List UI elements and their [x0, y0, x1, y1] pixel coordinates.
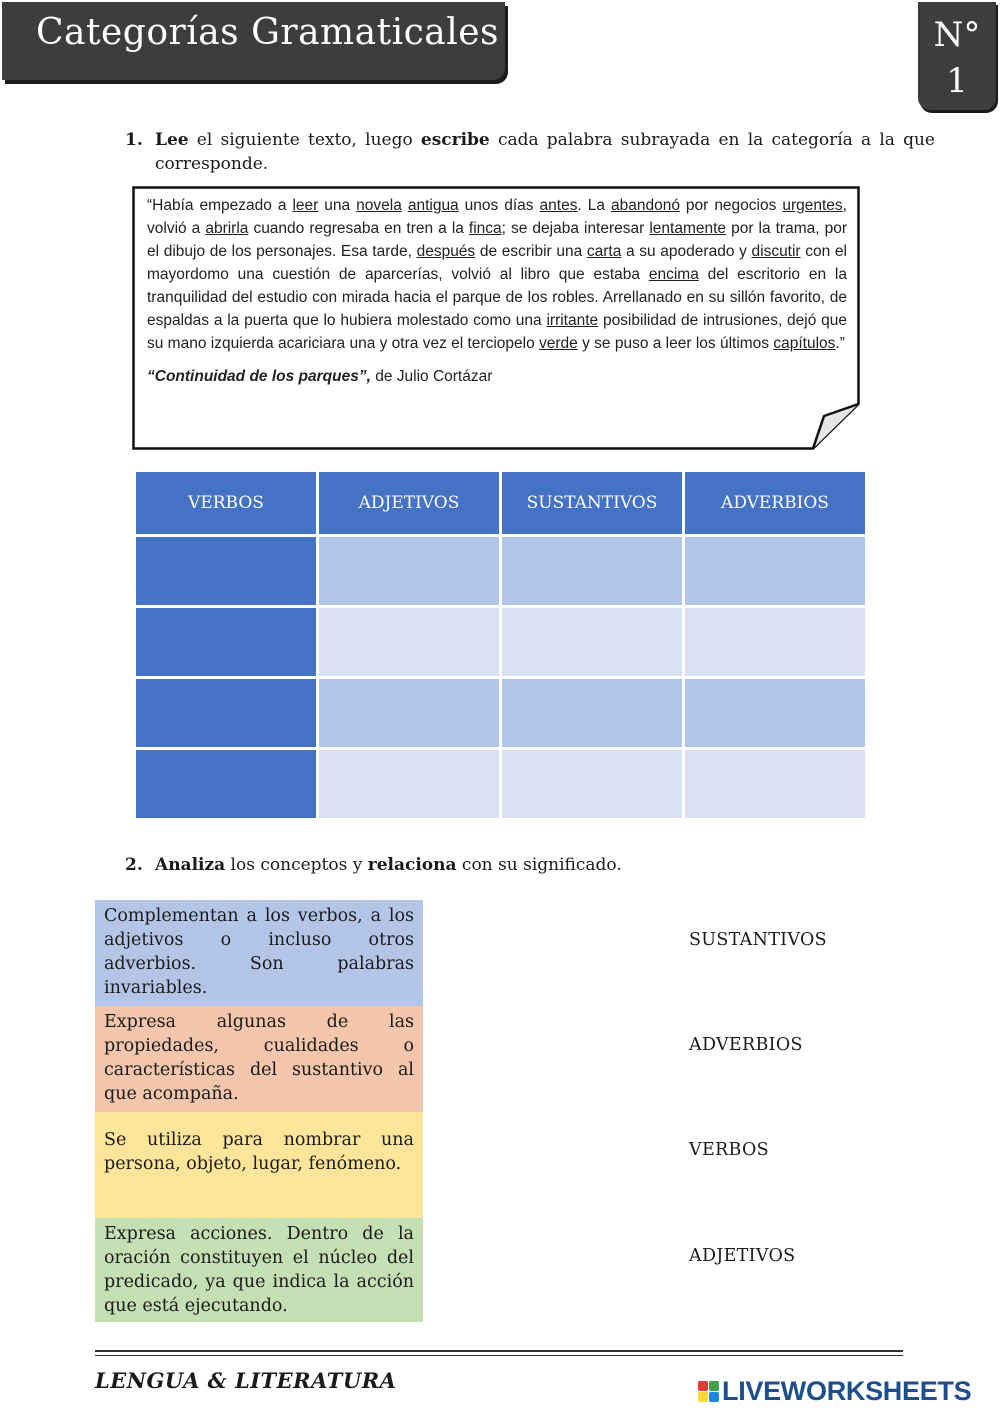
quote-fragment: a su apoderado y: [621, 243, 752, 260]
categories-table: [133, 469, 868, 821]
exercise-2-text-end: con su significado.: [456, 855, 622, 875]
page-title: Categorías Gramaticales: [36, 12, 500, 53]
underlined-word: antigua: [407, 197, 459, 214]
quote-fragment: posibilidad de intrusiones, dejó que su mano izquierda acariciara una y otra vez el terciopelo: [147, 312, 848, 352]
underlined-word: leer: [292, 197, 319, 214]
quote-fragment: y se puso a leer los últimos: [577, 335, 774, 352]
quote-fragment: unos días: [458, 197, 540, 214]
number-label: N°: [933, 15, 981, 55]
underlined-word: antes: [539, 197, 578, 214]
footer-subject: LENGUA & LITERATURA: [95, 1368, 397, 1393]
exercise-2-text: los conceptos y: [225, 855, 368, 875]
underlined-word: discutir: [751, 243, 801, 260]
quote-fragment: ; se dejaba interesar: [501, 220, 650, 237]
header-adjetivos: ADJETIVOS: [319, 472, 499, 534]
answer-cell[interactable]: [685, 679, 865, 747]
answer-cell[interactable]: [136, 537, 316, 605]
header-sustantivos: SUSTANTIVOS: [502, 472, 682, 534]
answer-cell[interactable]: [502, 537, 682, 605]
number-value: 1: [946, 61, 968, 101]
answer-cell[interactable]: [685, 750, 865, 818]
table-row: [136, 679, 865, 747]
quote-source: [147, 368, 492, 386]
quote-fragment: de escribir una: [475, 243, 587, 260]
underlined-word: carta: [586, 243, 622, 260]
answer-cell[interactable]: [136, 608, 316, 676]
exercise-2-instruction: [125, 853, 905, 877]
underlined-word: finca: [468, 220, 502, 237]
exercise-1-number: 1.: [125, 130, 143, 150]
underlined-word: urgentes: [782, 197, 843, 214]
underlined-word: encima: [648, 266, 699, 283]
answer-cell[interactable]: [319, 608, 499, 676]
exercise-1-text: el siguiente texto, luego: [188, 130, 421, 150]
underlined-word: abandonó: [610, 197, 680, 214]
underlined-word: abrirla: [205, 220, 249, 237]
answer-cell[interactable]: [136, 679, 316, 747]
quote-fragment: .”: [835, 335, 845, 352]
definition-card-adjectives[interactable]: Expresa algunas de las propiedades, cualidades o características del sustantivo al que acompaña.: [95, 1006, 423, 1112]
quote-card: [132, 186, 860, 450]
term-verbos[interactable]: VERBOS: [689, 1140, 769, 1160]
quote-fragment: una: [318, 197, 357, 214]
exercise-2-number: 2.: [125, 855, 143, 875]
answer-cell[interactable]: [502, 750, 682, 818]
definition-card-nouns[interactable]: Se utiliza para nombrar una persona, objeto, lugar, fenómeno.: [95, 1112, 423, 1218]
answer-cell[interactable]: [319, 537, 499, 605]
quote-fragment: con el mayordomo una cuestión de aparcerías, volvió al libro que estaba: [147, 243, 847, 283]
brand-grid-icon: [698, 1381, 719, 1402]
underlined-word: capítulos: [773, 335, 836, 352]
quote-work-title: “Continuidad de los parques”,: [147, 368, 371, 385]
quote-fragment: por negocios: [679, 197, 783, 214]
header-adverbios: ADVERBIOS: [685, 472, 865, 534]
underlined-word: lentamente: [649, 220, 727, 237]
brand-logo: [698, 1376, 971, 1406]
title-banner: [2, 2, 505, 80]
worksheet-number-badge: [918, 2, 996, 110]
table-row: [136, 608, 865, 676]
underlined-word: después: [416, 243, 476, 260]
definition-card-adverbs[interactable]: Complementan a los verbos, a los adjetivos o incluso otros adverbios. Son palabras invariables.: [95, 900, 423, 1006]
term-sustantivos[interactable]: SUSTANTIVOS: [689, 930, 827, 950]
table-row: [136, 750, 865, 818]
exercise-1-instruction: [125, 128, 935, 176]
quote-fragment: “Había empezado a: [147, 197, 293, 214]
exercise-1-verb-read: Lee: [155, 130, 189, 150]
quote-fragment: por la trama, por el dibujo de los personajes. Esa tarde,: [147, 220, 847, 260]
term-adverbios[interactable]: ADVERBIOS: [689, 1035, 803, 1055]
footer-divider: [95, 1350, 903, 1352]
answer-cell[interactable]: [319, 750, 499, 818]
underlined-word: irritante: [546, 312, 599, 329]
quote-fragment: del escritorio en la tranquilidad del estudio con mirada hacia el parque de los robles. Arrellanado en su sillón favorito, de espaldas a la puerta que lo hubiera molestado como una: [147, 266, 848, 329]
quote-author: de Julio Cortázar: [370, 368, 493, 385]
term-adjetivos[interactable]: ADJETIVOS: [689, 1246, 796, 1266]
answer-cell[interactable]: [502, 608, 682, 676]
definition-card-verbs[interactable]: Expresa acciones. Dentro de la oración constituyen el núcleo del predicado, ya que indica la acción que está ejecutando.: [95, 1218, 423, 1322]
exercise-2-verb-relate: relaciona: [367, 855, 457, 875]
quote-fragment: . La: [577, 197, 611, 214]
header-verbos: VERBOS: [136, 472, 316, 534]
table-row: [136, 537, 865, 605]
answer-cell[interactable]: [502, 679, 682, 747]
exercise-1-text-end: cada palabra subrayada en la categoría a la que corresponde.: [155, 130, 935, 174]
answer-cell[interactable]: [685, 537, 865, 605]
underlined-word: verde: [539, 335, 578, 352]
exercise-2-verb-analyze: Analiza: [155, 855, 226, 875]
quote-text: [147, 194, 847, 355]
quote-fragment: , volvió a: [147, 197, 847, 237]
table-header-row: [136, 472, 865, 534]
answer-cell[interactable]: [136, 750, 316, 818]
brand-name: LIVEWORKSHEETS: [722, 1375, 972, 1406]
quote-fragment: cuando regresaba en tren a la: [248, 220, 469, 237]
footer-divider-thin: [95, 1355, 903, 1356]
exercise-1-verb-write: escribe: [420, 130, 490, 150]
answer-cell[interactable]: [319, 679, 499, 747]
underlined-word: novela: [356, 197, 402, 214]
answer-cell[interactable]: [685, 608, 865, 676]
